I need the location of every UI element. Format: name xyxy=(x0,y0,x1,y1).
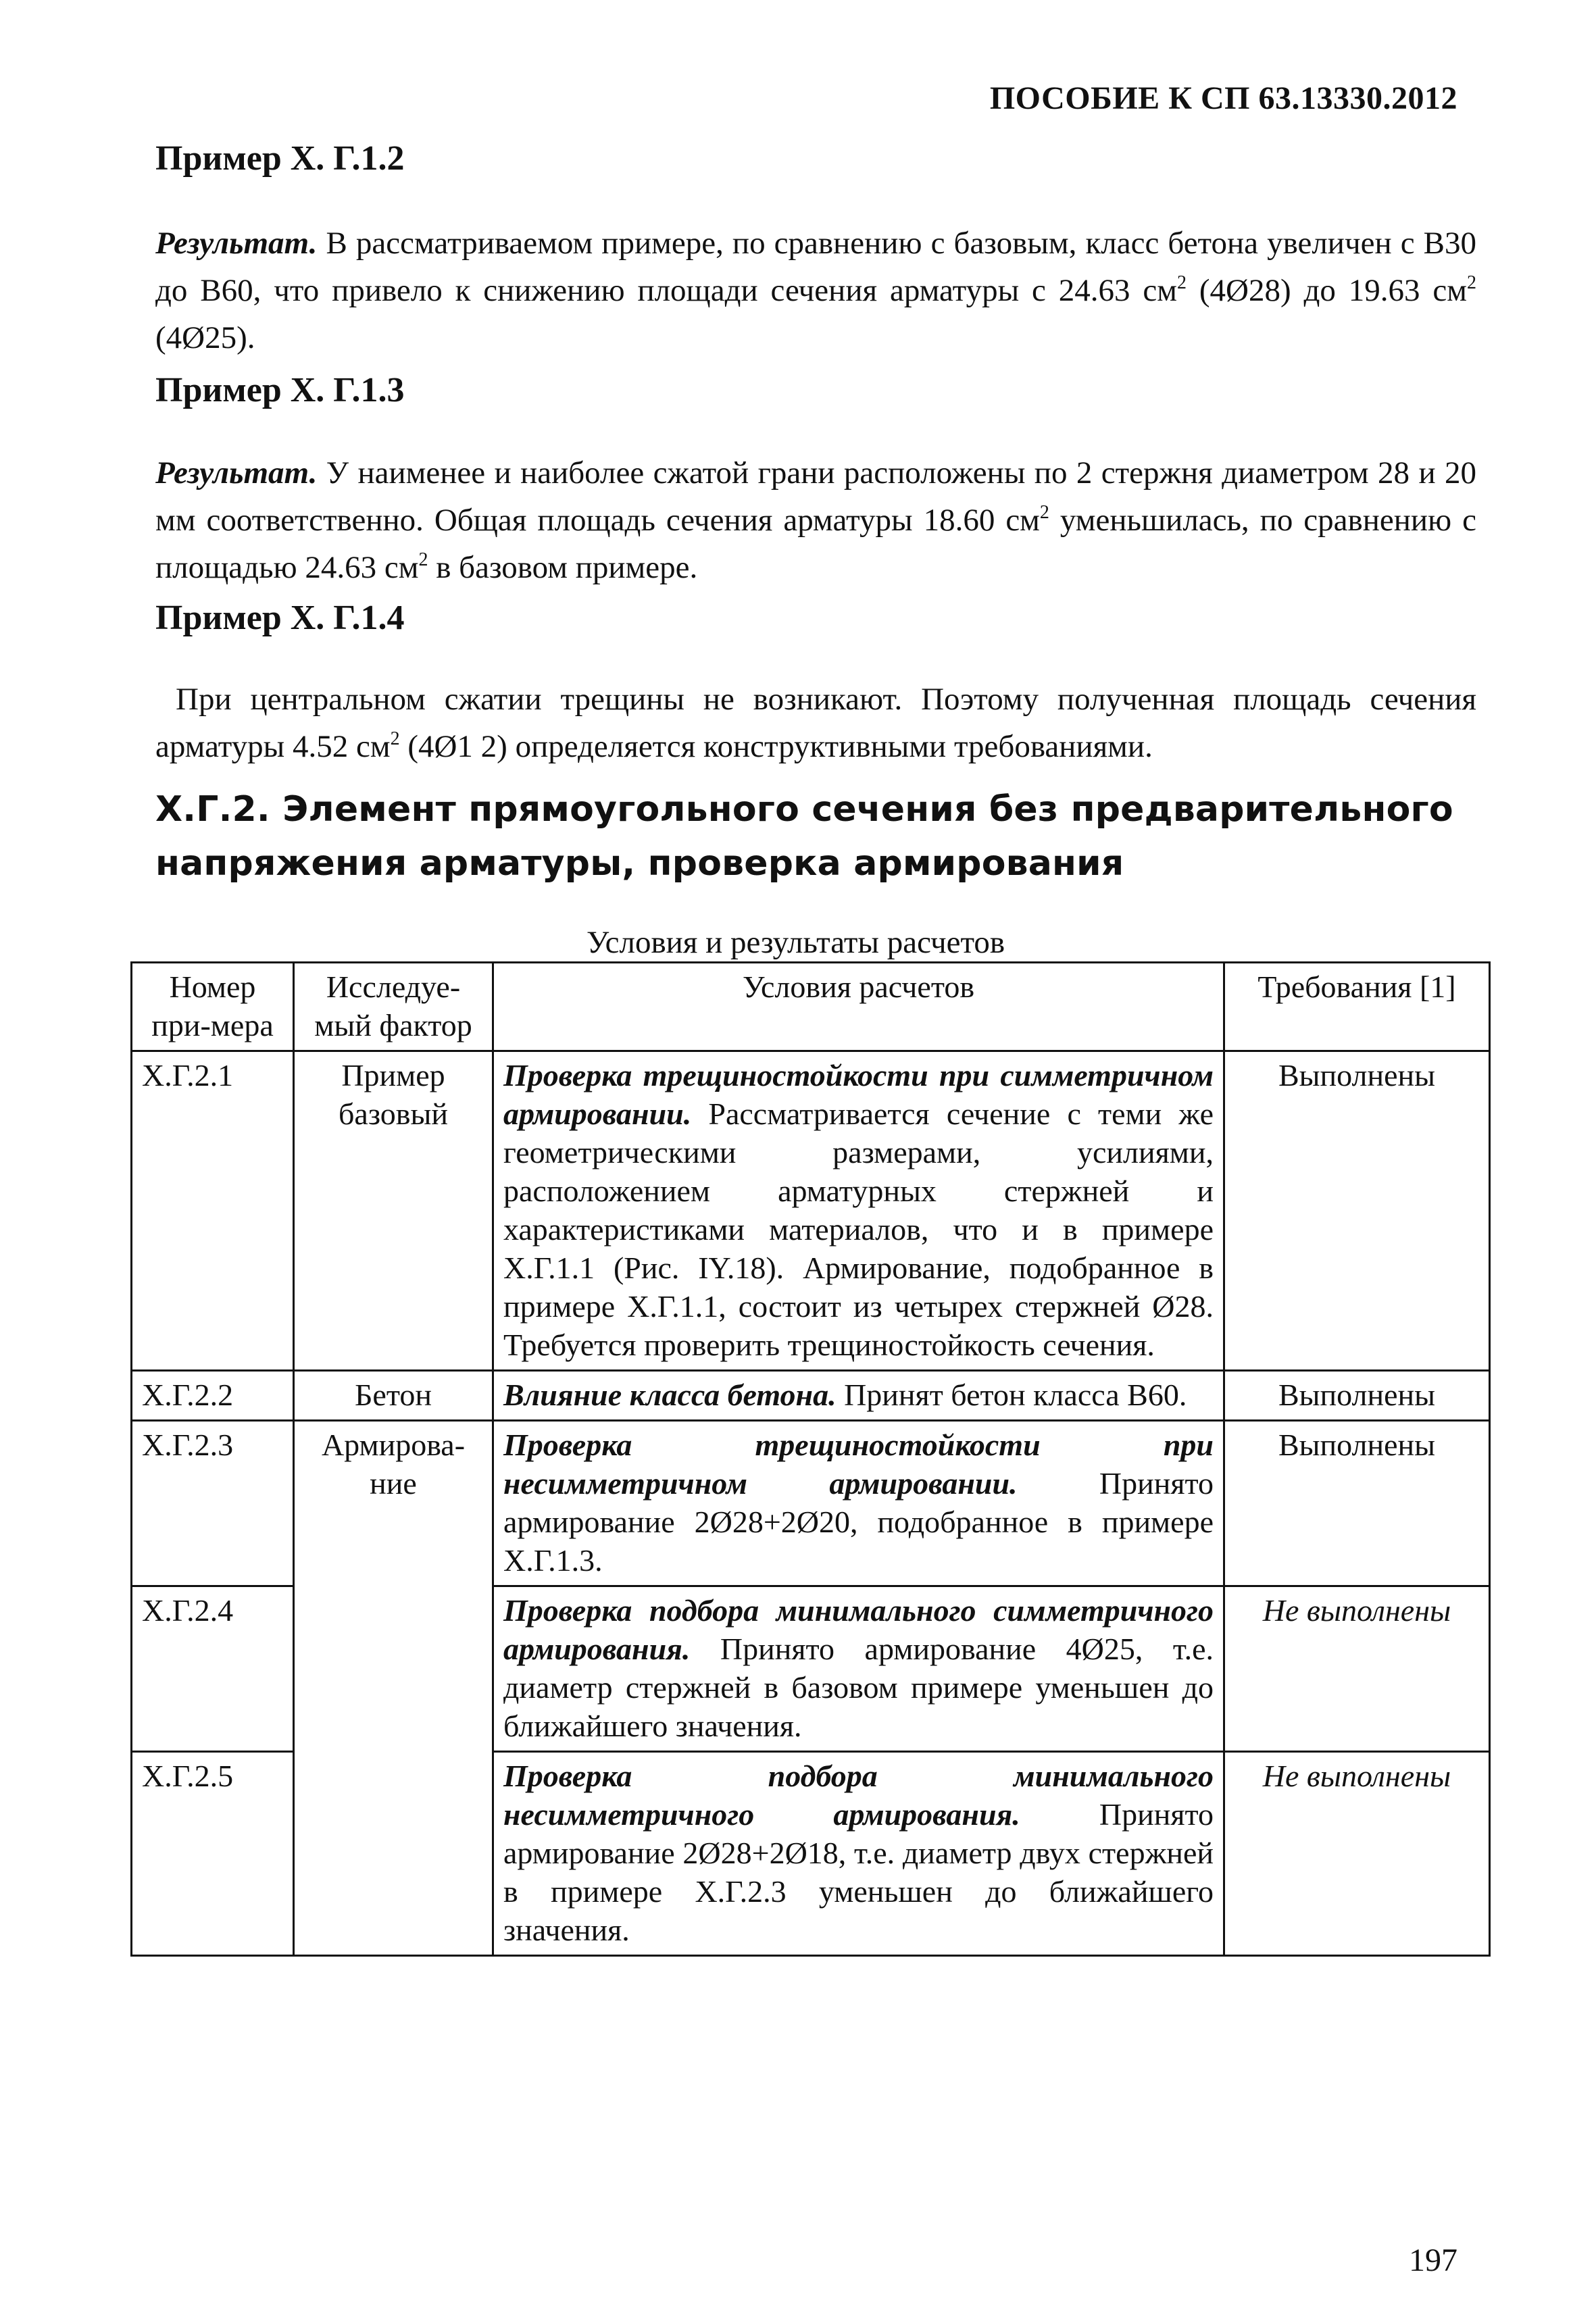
requirements-cell: Не выполнены xyxy=(1224,1752,1490,1956)
col-header-number: Номер при-мера xyxy=(132,963,294,1051)
example-heading-1-3: Пример Х. Г.1.3 xyxy=(155,371,405,409)
running-header: ПОСОБИЕ К СП 63.13330.2012 xyxy=(989,80,1457,116)
table-caption: Условия и результаты расчетов xyxy=(587,925,1005,960)
conditions-cell: Проверка подбора минимального несимметричного армирования. Принято армирование 2Ø28+2Ø18, т.е. диаметр двух стержней в примере Х.Г.2.3 уменьшен до ближайшего значения. xyxy=(493,1752,1224,1956)
col-header-factor: Исследуе-мый фактор xyxy=(294,963,493,1051)
requirements-cell: Выполнены xyxy=(1224,1371,1490,1421)
section-title: Х.Г.2. Элемент прямоугольного сечения без предварительного напряжения арматуры, проверка армирования xyxy=(155,789,1453,884)
table-row xyxy=(132,1371,1490,1421)
conditions-cell: Проверка подбора минимального симметричного армирования. Принято армирование 4Ø25, т.е. диаметр стержней в базовом примере уменьшен до ближайшего значения. xyxy=(493,1586,1224,1752)
conditions-cell: Проверка трещиностойкости при несимметричном армировании. Принято армирование 2Ø28+2Ø20, подобранное в примере Х.Г.1.3. xyxy=(493,1421,1224,1586)
example-number: Х.Г.2.5 xyxy=(132,1752,294,1956)
example-number: Х.Г.2.4 xyxy=(132,1586,294,1752)
result-lead: Результат. xyxy=(155,226,318,261)
example-text-1-4: При центральном сжатии трещины не возникают. Поэтому полученная площадь сечения арматуры 4.52 $см^2$ (4Ø1 2) определяется конструктивными требованиями. xyxy=(155,682,1476,764)
page-number: 197 xyxy=(1409,2242,1457,2278)
results-table xyxy=(130,961,1491,1957)
col-header-conditions: Условия расчетов xyxy=(493,963,1224,1051)
example-result-1-2: Результат. В рассматриваемом примере, по сравнению с базовым, класс бетона увеличен с В30 до В60, что привело к снижению площади сечения арматуры с 24.63 $см^2$ (4Ø28) до 19.63 $см^2$ (4Ø25). xyxy=(155,226,1477,355)
factor-cell: Бетон xyxy=(294,1371,493,1421)
table-row xyxy=(132,1421,1490,1586)
conditions-cell: Проверка трещиностойкости при симметричном армировании. Рассматривается сечение с теми же геометрическими размерами, усилиями, расположением арматурных стержней и характеристиками материалов, что и в примере Х.Г.1.1 (Рис. IY.18). Армирование, подобранное в примере Х.Г.1.1, состоит из четырех стержней Ø28. Требуется проверить трещиностойкость сечения. xyxy=(493,1051,1224,1371)
requirements-cell: Не выполнены xyxy=(1224,1586,1490,1752)
result-lead: Результат. xyxy=(155,455,318,491)
requirements-cell: Выполнены xyxy=(1224,1421,1490,1586)
example-heading-1-4: Пример Х. Г.1.4 xyxy=(155,599,405,637)
factor-cell: Пример базовый xyxy=(294,1051,493,1371)
col-header-requirements: Требования [1] xyxy=(1224,963,1490,1051)
table-row xyxy=(132,1051,1490,1371)
table-header-row xyxy=(132,963,1490,1051)
requirements-cell: Выполнены xyxy=(1224,1051,1490,1371)
example-number: Х.Г.2.2 xyxy=(132,1371,294,1421)
conditions-cell: Влияние класса бетона. Принят бетон класса В60. xyxy=(493,1371,1224,1421)
example-number: Х.Г.2.1 xyxy=(132,1051,294,1371)
example-result-1-3: Результат. У наименее и наиболее сжатой грани расположены по 2 стержня диаметром 28 и 20 мм соответственно. Общая площадь сечения арматуры 18.60 $см^2$ уменьшилась, по сравнению с площадью 24.63 $см^2$ в базовом примере. xyxy=(155,455,1476,585)
example-heading-1-2: Пример Х. Г.1.2 xyxy=(155,139,405,178)
example-number: Х.Г.2.3 xyxy=(132,1421,294,1586)
factor-cell: Армирова-ние xyxy=(294,1421,493,1956)
